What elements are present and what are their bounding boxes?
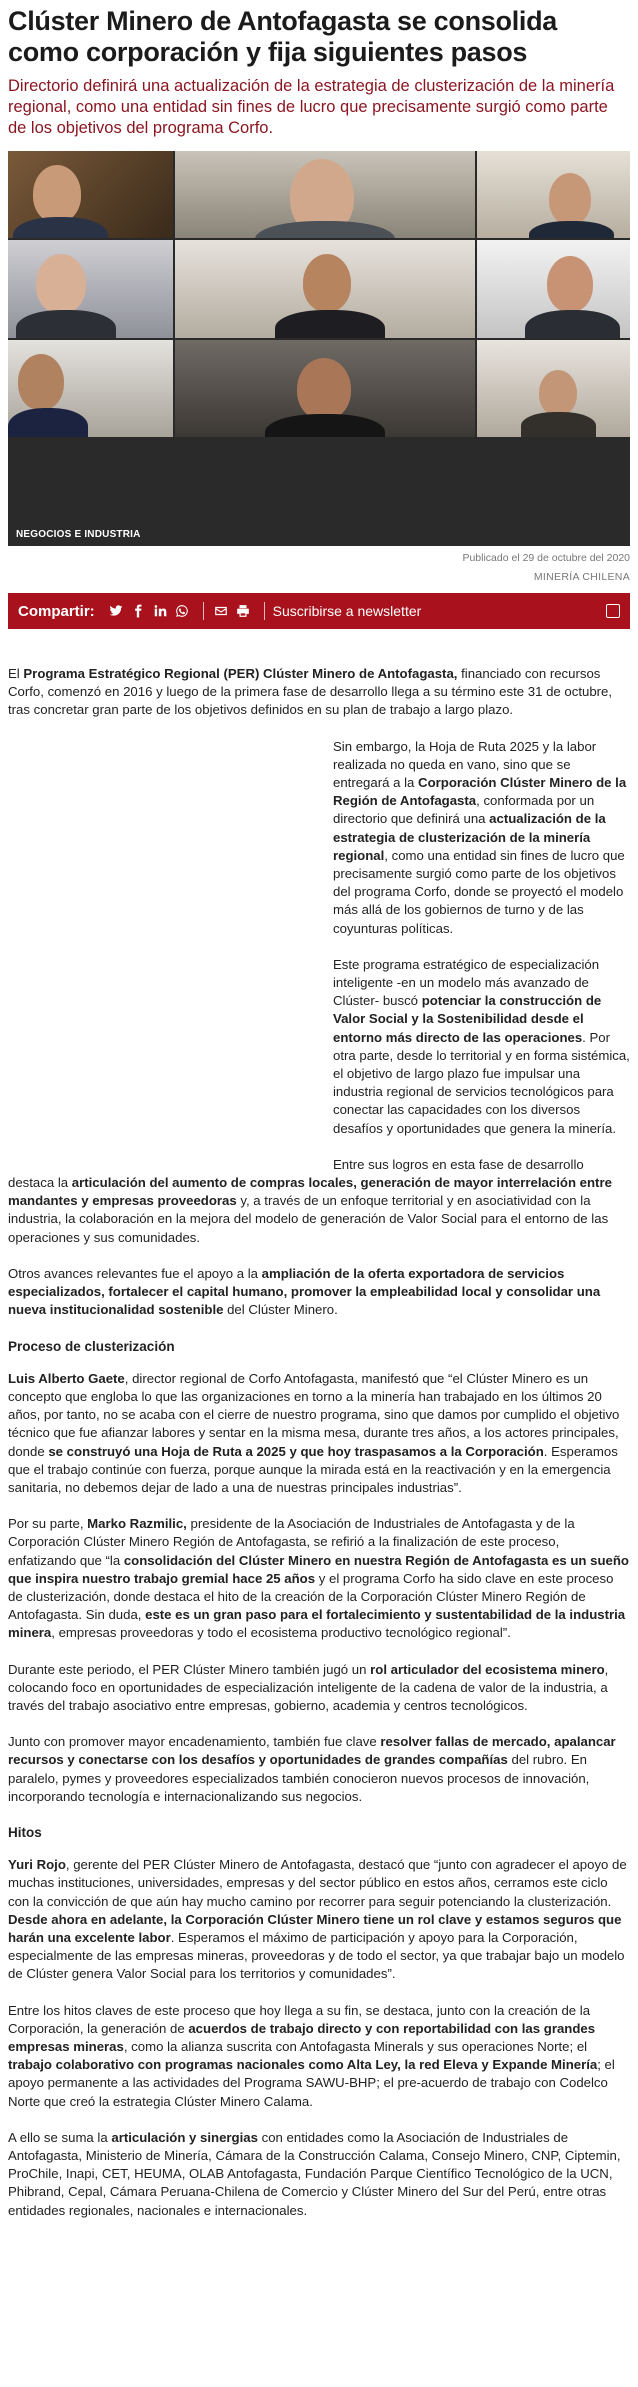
linkedin-icon[interactable]: [151, 602, 169, 620]
video-tile: [175, 151, 475, 238]
rss-icon[interactable]: [606, 604, 620, 618]
publish-date: Publicado el 29 de octubre del 2020: [462, 552, 630, 564]
video-tile: [477, 151, 630, 238]
paragraph: Entre sus logros en esta fase de desarrollo destaca la articulación del aumento de compras locales, generación de mayor interrelación entre mandantes y empresas proveedoras y, a través de un enfoque territorial y en asociatividad con la industria, la colaboración en la mejora del modelo de generación de Valor Social para el entorno de las operaciones y sus comunidades.: [8, 1156, 612, 1245]
video-tile: [8, 151, 173, 238]
facebook-icon[interactable]: [129, 602, 147, 620]
video-tile: [8, 340, 173, 437]
whatsapp-icon[interactable]: [173, 602, 191, 620]
video-tile: [175, 340, 475, 437]
photo-category-tag: NEGOCIOS E INDUSTRIA: [16, 529, 141, 540]
video-tile: [175, 240, 475, 338]
email-icon[interactable]: [212, 602, 230, 620]
share-label: Compartir:: [18, 602, 95, 620]
video-tile: [477, 240, 630, 338]
paragraph: Sin embargo, la Hoja de Ruta 2025 y la labor realizada no queda en vano, sino que se entregará a la Corporación Clúster Minero de la Región de Antofagasta, conformada por un directorio que definirá una actualización de la estrategia de clusterización de la minería regional, como una entidad sin fines de lucro que precisamente surgió como parte de los objetivos del programa Corfo, donde se proyectó el modelo más allá de los gobiernos de turno y de las coyunturas políticas.: [333, 738, 627, 936]
article-source: MINERÍA CHILENA: [533, 571, 630, 583]
paragraph: Entre los hitos claves de este proceso que hoy llega a su fin, se destaca, junto con la creación de la Corporación, la generación de acuerdos de trabajo directo y con reportabilidad con las grandes empresas mineras, como la alianza suscrita con Antofagasta Minerals y sus operaciones Norte; el trabajo colaborativo con programas nacionales como Alta Ley, la red Eleva y Expande Minería; el apoyo permanente a las actividades del Programa SAWU-BHP; el pre-acuerdo de trabajo con Codelco Norte que creó la estrategia Clúster Minero Calama.: [8, 2002, 615, 2109]
twitter-icon[interactable]: [107, 602, 125, 620]
share-divider: [203, 602, 204, 620]
article-photo: [8, 151, 630, 546]
article-body: [8, 665, 630, 2220]
section-heading: Proceso de clusterización: [8, 1338, 175, 1354]
paragraph: Junto con promover mayor encadenamiento, también fue clave resolver fallas de mercado, apalancar recursos y conectarse con los desafíos y oportunidades de grandes compañías del rubro. En paralelo, pymes y proveedores especializados también conocieron nuevos procesos de innovación, incorporando tecnología e internacionalizando sus negocios.: [8, 1734, 616, 1804]
paragraph: Otros avances relevantes fue el apoyo a la ampliación de la oferta exportadora de servicios especializados, fortalecer el capital humano, promover la empleabilidad local y consolidar una nueva institucionalidad sostenible del Clúster Minero.: [8, 1265, 601, 1318]
share-divider: [264, 602, 265, 620]
newsletter-link[interactable]: Suscribirse a newsletter: [272, 603, 422, 619]
paragraph: Yuri Rojo, gerente del PER Clúster Minero de Antofagasta, destacó que “junto con agradecer el apoyo de muchas instituciones, universidades, empresas y del sector público en estos años, cerramos este ciclo con la convicción de que aún hay mucho camino por recorrer para seguir potenciando la clusterización. Desde ahora en adelante, la Corporación Clúster Minero tiene un rol clave y estamos seguros que harán una excelente labor. Esperamos el máximo de participación y apoyo para la Corporación, especialmente de las empresas mineras, proveedoras y de todo el sector, ya que trabajar bajo un modelo de Clúster genera Valor Social para los territorios y comunidades”.: [8, 1857, 627, 1982]
video-tile: [8, 240, 173, 338]
paragraph: El Programa Estratégico Regional (PER) Clúster Minero de Antofagasta, financiado con recursos Corfo, comenzó en 2016 y luego de la primera fase de desarrollo llega a su término este 31 de octubre, tras concretar gran parte de los objetivos definidos en su plan de trabajo a largo plazo.: [8, 666, 613, 718]
article-title: Clúster Minero de Antofagasta se consolida como corporación y fija siguientes pasos: [8, 6, 558, 67]
print-icon[interactable]: [234, 602, 252, 620]
paragraph: A ello se suma la articulación y sinergias con entidades como la Asociación de Industriales de Antofagasta, Ministerio de Minería, Cámara de la Construcción Calama, Consejo Minero, CNP, Ciptemin, ProChile, Inapi, CET, HEUMA, OLAB Antofagasta, Fundación Parque Científico Tecnológico de la UCN, Phibrand, Cepal, Cámara Peruana-Chilena de Comercio y Clúster Minero del Sur del Perú, entre otras entidades regionales, nacionales e internacionales.: [8, 2129, 621, 2218]
section-heading: Hitos: [8, 1824, 42, 1840]
paragraph: Este programa estratégico de especialización inteligente -en un modelo más avanzado de Clúster- buscó potenciar la construcción de Valor Social y la Sostenibilidad desde el entorno más directo de las operaciones. Por otra parte, desde lo territorial y en forma sistémica, el objetivo de largo plazo fue impulsar una industria regional de servicios tecnológicos para conectar las capacidades con los diversos desafíos y oportunidades que genera la minería.: [333, 956, 630, 1136]
paragraph: Durante este periodo, el PER Clúster Minero también jugó un rol articulador del ecosistema minero, colocando foco en oportunidades de especialización inteligente de la cadena de valor de la industria, a través del trabajo asociativo entre empresas, gobierno, academia y centros tecnológicos.: [8, 1661, 609, 1713]
ad-placeholder: [8, 738, 333, 1173]
article-lead: Directorio definirá una actualización de la estrategia de clusterización de la minería regional, como una entidad sin fines de lucro que precisamente surgió como parte de los objetivos del programa Corfo.: [8, 77, 615, 137]
share-bar: [8, 593, 630, 629]
paragraph: Por su parte, Marko Razmilic, presidente de la Asociación de Industriales de Antofagasta y de la Corporación Clúster Minero Región de Antofagasta, se refirió a la finalización de este proceso, enfatizando que “la consolidación del Clúster Minero en nuestra Región de Antofagasta es un sueño que inspira nuestro trabajo gremial hace 25 años y el programa Corfo ha sido clave en este proceso de clusterización, donde destaca el hito de la creación de la Corporación Clúster Minero Región de Antofagasta. Sin duda, este es un gran paso para el fortalecimiento y sustentabilidad de la industria minera, empresas proveedoras y todo el ecosistema productivo tecnológico regional”.: [8, 1516, 629, 1641]
paragraph: Luis Alberto Gaete, director regional de Corfo Antofagasta, manifestó que “el Clúster Minero es un concepto que engloba lo que las organizaciones en torno a la minería han trabajado en los últimos 20 años, por tanto, no se acaba con el cierre de nuestro programa, sino que damos por cumplido el objetivo técnico que fue afianzar labores y sentar en la misma mesa, durante tres años, a los actores principales, donde se construyó una Hoja de Ruta a 2025 y que hoy traspasamos a la Corporación. Esperamos que el trabajo continúe con fuerza, porque aunque la mirada está en la reactivación y en la emergencia sanitaria, no debemos dejar de lado a una de nuestras principales industrias”.: [8, 1370, 620, 1495]
video-tile: [477, 340, 630, 437]
